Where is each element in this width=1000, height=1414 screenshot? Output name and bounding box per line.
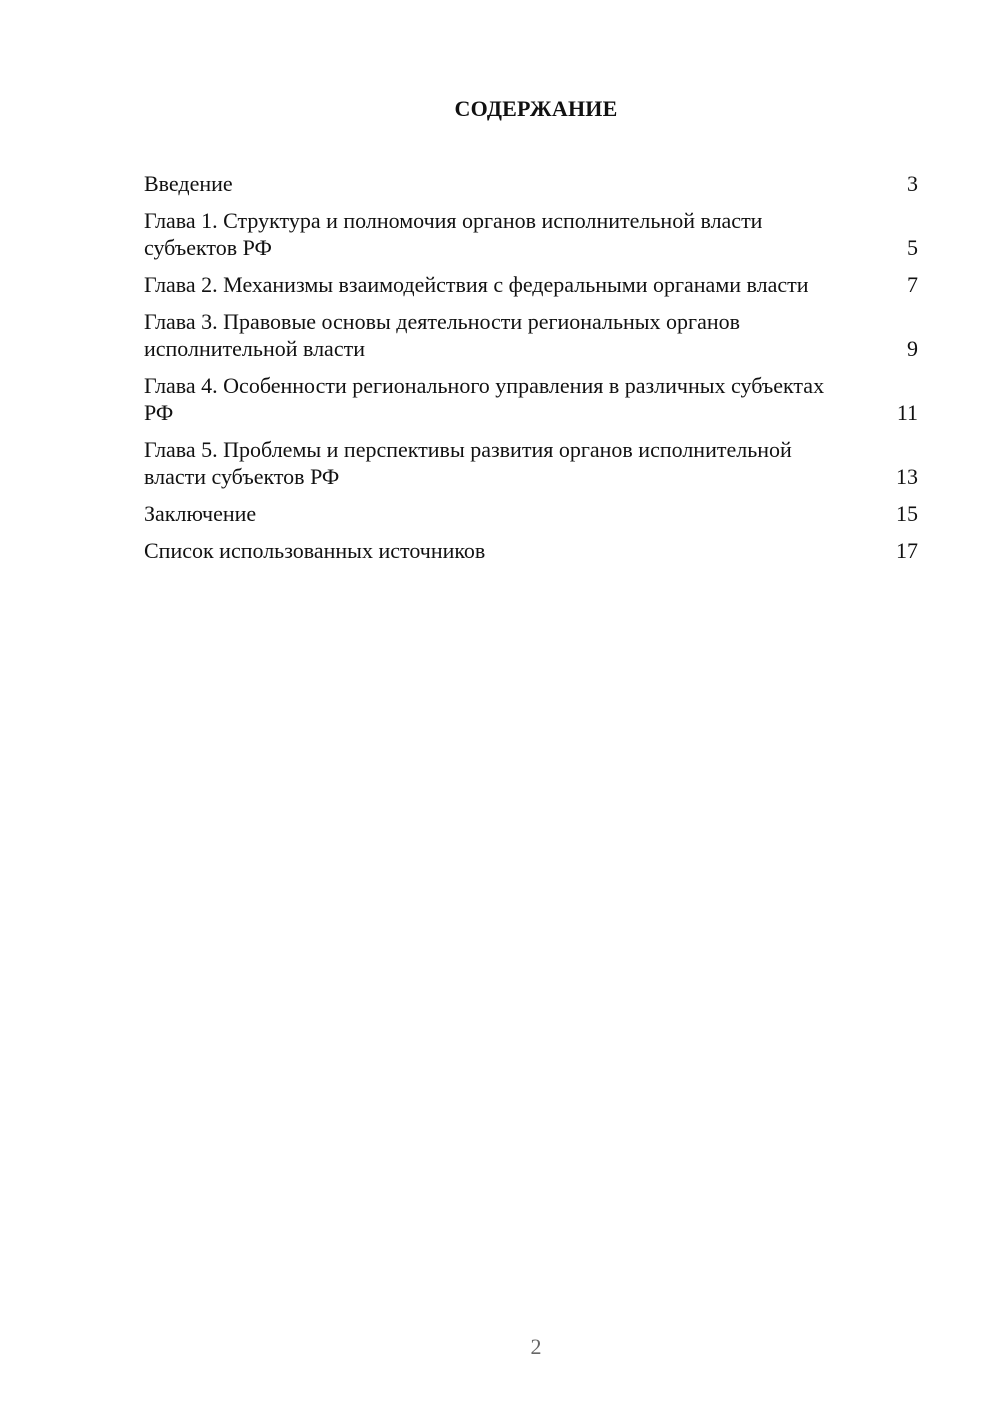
toc-entry-title: Глава 3. Правовые основы деятельности региональных органов исполнительной власти <box>144 309 740 361</box>
toc-heading-text: СОДЕРЖАНИЕ <box>454 96 618 121</box>
toc-entry-page-number: 17 <box>896 538 918 563</box>
toc-entry-page-number: 3 <box>907 171 918 196</box>
toc-entry-title: Глава 4. Особенности регионального управления в различных субъектах РФ <box>144 373 825 425</box>
toc-entry-page-number: 7 <box>907 272 918 297</box>
page-number: 2 <box>530 1334 542 1359</box>
toc-entry-title: Глава 5. Проблемы и перспективы развития органов исполнительной власти субъектов РФ <box>144 437 792 489</box>
toc-entry-page-number: 5 <box>907 235 918 260</box>
toc-entry-chapter-3[interactable] <box>144 308 918 362</box>
toc-entry-introduction[interactable] <box>144 170 918 197</box>
toc-entry-title: Введение <box>144 171 233 196</box>
toc-entry-conclusion[interactable] <box>144 500 918 527</box>
toc-entry-references[interactable] <box>144 537 918 564</box>
toc-heading <box>0 96 1000 122</box>
toc-entry-title: Глава 2. Механизмы взаимодействия с федеральными органами власти <box>144 272 809 297</box>
toc-entry-chapter-2[interactable] <box>144 271 918 298</box>
toc-entry-page-number: 15 <box>896 501 918 526</box>
toc-entry-page-number: 11 <box>896 400 918 425</box>
toc-entry-chapter-5[interactable] <box>144 436 918 490</box>
toc-entry-chapter-4[interactable] <box>144 372 918 426</box>
toc-entry-title: Заключение <box>144 501 257 526</box>
toc-entry-chapter-1[interactable] <box>144 207 918 261</box>
toc-entry-page-number: 9 <box>907 336 918 361</box>
toc-entry-page-number: 13 <box>896 464 918 489</box>
toc-entry-title: Список использованных источников <box>144 538 486 563</box>
toc-entry-title: Глава 1. Структура и полномочия органов исполнительной власти субъектов РФ <box>144 208 763 260</box>
table-of-contents <box>144 170 918 564</box>
